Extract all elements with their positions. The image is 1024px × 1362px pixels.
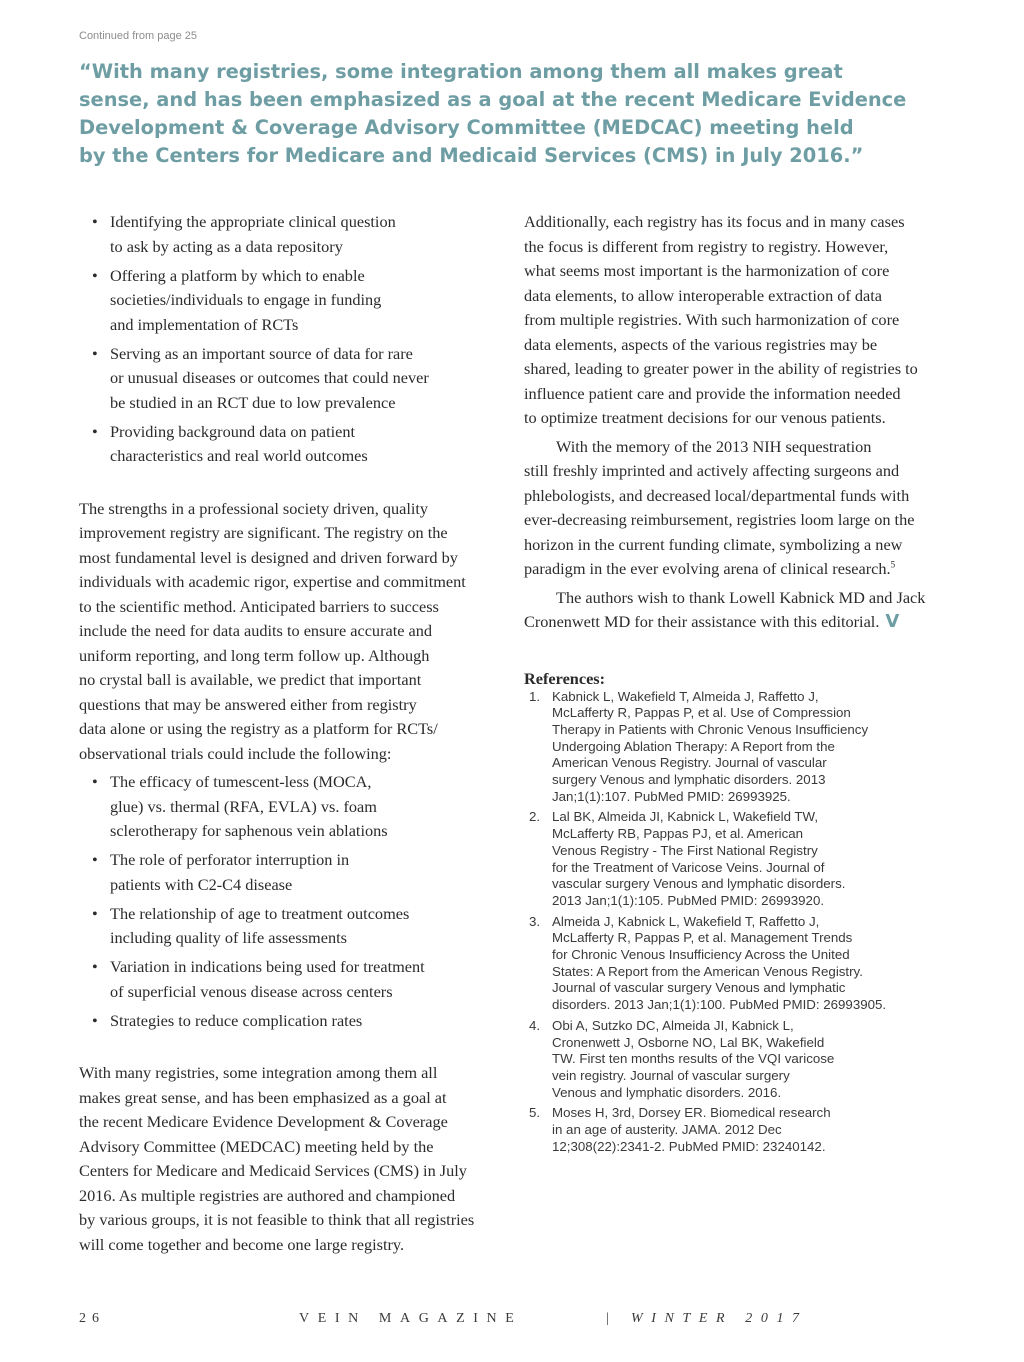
footer-separator: |: [606, 1311, 609, 1326]
list-item: • Identifying the appropriate clinical question to ask by acting as a data repository: [79, 210, 499, 259]
page-number: 26: [79, 1311, 105, 1326]
left-column: [79, 210, 499, 1257]
pull-quote-line: sense, and has been emphasized as a goal at the recent Medicare Evidence: [79, 88, 907, 111]
issue-season: WINTER 2017: [631, 1311, 808, 1326]
harmonization-paragraph: Additionally, each registry has its focus and in many cases the focus is different from registry to registry. However, what seems most important is the harmonization of core data elements, to allow interoperable extraction of data from multiple registries. With such harmonization of core data elements, aspects of the various registries may be shared, leading to greater power in the ability of registries to influence patient care and provide the information needed to optimize treatment decisions for our venous patients.: [524, 212, 918, 427]
pull-quote: [79, 58, 939, 170]
list-item: • Offering a platform by which to enable societies/individuals to engage in funding and implementation of RCTs: [79, 264, 499, 338]
list-item: • Serving as an important source of data for rare or unusual diseases or outcomes that could never be studied in an RCT due to low prevalence: [79, 342, 499, 416]
references-list: [524, 689, 944, 1156]
continued-note: Continued from page 25: [79, 30, 198, 42]
list-item: • The relationship of age to treatment outcomes including quality of life assessments: [79, 902, 499, 951]
last-line: paradigm in the ever evolving arena of clinical research.: [524, 559, 891, 578]
list-item: • The role of perforator interruption in patients with C2-C4 disease: [79, 848, 499, 897]
reference-item: 1. Kabnick L, Wakefield T, Almeida J, Raffetto J, McLafferty R, Pappas P, et al. Use of Compression Therapy in Patients with Chronic Venous Insufficiency Undergoing Ablation Therapy: A Report from the American Venous Registry. Journal of vascular surgery Venous and lymphatic disorders. 2013 Jan;1(1):107. PubMed PMID: 26993925.: [529, 688, 869, 804]
acknowledgement-paragraph: The authors wish to thank Lowell Kabnick MD and Jack Cronenwett MD for their assistance with this editorial. V: [524, 587, 926, 632]
pull-quote-line: “With many registries, some integration among them all makes great: [79, 60, 843, 83]
research-questions-list: [79, 770, 499, 1033]
list-item: • Variation in indications being used for treatment of superficial venous disease across centers: [79, 955, 499, 1004]
reference-item: 3. Almeida J, Kabnick L, Wakefield T, Raffetto J, McLafferty R, Pappas P, et al. Management Trends for Chronic Venous Insufficiency Across the United States: A Report from the American Venous Registry. Journal of vascular surgery Venous and lymphatic disorders. 2013 Jan;1(1):100. PubMed PMID: 26993905.: [529, 913, 887, 1013]
registry-benefits-list: [79, 210, 499, 469]
citation-superscript: 5: [890, 559, 896, 570]
integration-paragraph: With many registries, some integration among them all makes great sense, and has been emphasized as a goal at the recent Medicare Evidence Development & Coverage Advisory Committee (MEDCAC) meeting held by the Centers for Medicare and Medicaid Services (CMS) in July 2016. As multiple registries are authored and championed by various groups, it is not feasible to think that all registries will come together and become one large registry.: [79, 1063, 475, 1254]
sequestration-paragraph: With the memory of the 2013 NIH sequestration still freshly imprinted and actively affecting surgeons and phlebologists, and decreased local/departmental funds with ever-decreasing reimbursement, registries loom large on the horizon in the current funding climate, symbolizing a new paradigm in the ever evolving arena of clinical research.$^5$: [524, 436, 915, 578]
pull-quote-line: Development & Coverage Advisory Committee (MEDCAC) meeting held: [79, 116, 854, 139]
ack-line: Cronenwett MD for their assistance with this editorial.: [524, 612, 880, 631]
magazine-name: VEIN MAGAZINE: [299, 1311, 523, 1326]
end-mark-icon: V: [885, 611, 900, 632]
references-heading: References:: [524, 668, 606, 688]
strengths-paragraph: The strengths in a professional society driven, quality improvement registry are significant. The registry on the most fundamental level is designed and driven forward by individuals with academic rigor, expertise and commitment to the scientific method. Anticipated barriers to success include the need for data audits to ensure accurate and uniform reporting, and long term follow up. Although no crystal ball is available, we predict that important questions that may be answered either from registry data alone or using the registry as a platform for RCTs/ observational trials could include the following:: [79, 498, 466, 763]
pull-quote-line: by the Centers for Medicare and Medicaid Services (CMS) in July 2016.”: [79, 144, 864, 167]
reference-item: 4. Obi A, Sutzko DC, Almeida JI, Kabnick L, Cronenwett J, Osborne NO, Lal BK, Wakefield TW. First ten months results of the VQI varicose vein registry. Journal of vascular surgery Venous and lymphatic disorders. 2016.: [529, 1017, 835, 1100]
reference-item: 5. Moses H, 3rd, Dorsey ER. Biomedical research in an age of austerity. JAMA. 2012 Dec 12;308(22):2341-2. PubMed PMID: 23240142.: [529, 1105, 831, 1154]
list-item: • The efficacy of tumescent-less (MOCA, glue) vs. thermal (RFA, EVLA) vs. foam sclerotherapy for saphenous vein ablations: [79, 770, 499, 844]
list-item: • Providing background data on patient characteristics and real world outcomes: [79, 420, 499, 469]
right-column: [524, 210, 944, 1159]
list-item: • Strategies to reduce complication rates: [79, 1009, 499, 1034]
reference-item: 2. Lal BK, Almeida JI, Kabnick L, Wakefield TW, McLafferty RB, Pappas PJ, et al. American Venous Registry - The First National Registry for the Treatment of Varicose Veins. Journal of vascular surgery Venous and lymphatic disorders. 2013 Jan;1(1):105. PubMed PMID: 26993920.: [529, 809, 846, 908]
